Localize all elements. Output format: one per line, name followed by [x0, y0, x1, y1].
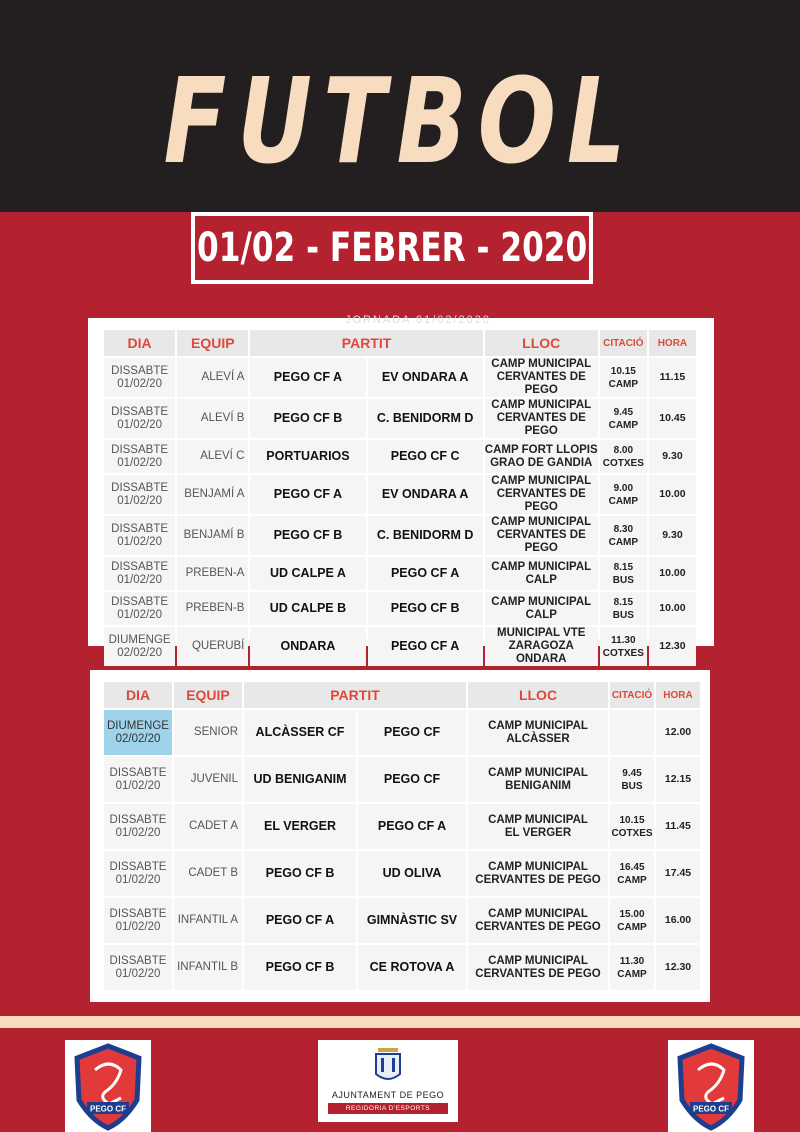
- meeting-cell: [600, 399, 647, 438]
- meeting-cell: [610, 945, 654, 990]
- kickoff-cell: [656, 945, 700, 990]
- town-shield-icon: [318, 1040, 458, 1088]
- venue-cell-line: ALCÀSSER: [506, 732, 570, 745]
- club-crest-icon: [668, 1040, 754, 1132]
- venue-cell: [485, 475, 598, 514]
- table-row: [104, 358, 696, 397]
- away-team-cell: [358, 757, 466, 802]
- home-team-cell-line: PEGO CF B: [273, 528, 343, 542]
- table-row: [104, 399, 696, 438]
- away-team-cell-line: C. BENIDORM D: [376, 528, 474, 542]
- meeting-cell-line: 8.15: [613, 596, 634, 608]
- home-team-cell: [250, 627, 365, 666]
- footer-divider: [0, 1016, 800, 1028]
- day-cell-line: 01/02/20: [117, 418, 162, 431]
- club-logo-text-right: PEGO CF: [692, 1104, 730, 1114]
- day-cell-line: DIUMENGE: [107, 719, 169, 732]
- meeting-cell: [610, 851, 654, 896]
- venue-cell-line: CAMP MUNICIPAL: [488, 954, 588, 967]
- meeting-cell: [600, 475, 647, 514]
- table-row: [104, 804, 700, 849]
- kickoff-cell: [649, 475, 696, 514]
- date-label: 01/02 - FEBRER - 2020: [196, 225, 588, 271]
- table-row: [104, 898, 700, 943]
- home-team-cell: [244, 757, 356, 802]
- kickoff-cell-line: 11.15: [659, 371, 686, 383]
- day-cell-line: 01/02/20: [115, 920, 161, 933]
- table-row: [104, 627, 696, 666]
- meeting-cell-line: CAMP: [617, 921, 647, 933]
- table-row: [104, 757, 700, 802]
- kickoff-cell: [649, 358, 696, 397]
- team-category-cell-line: PREBEN-B: [185, 602, 245, 614]
- day-cell-line: DISSABTE: [109, 954, 167, 967]
- day-cell-line: DISSABTE: [111, 560, 169, 573]
- header-dia: DIA: [104, 330, 175, 356]
- day-cell: [104, 516, 175, 555]
- venue-cell-line: CAMP MUNICIPAL: [491, 560, 592, 573]
- ajuntament-logo: [318, 1040, 458, 1122]
- day-cell-line: DISSABTE: [111, 522, 169, 535]
- home-team-cell-line: PEGO CF B: [273, 411, 343, 425]
- away-team-cell: [368, 592, 483, 625]
- team-category-cell: [174, 945, 242, 990]
- home-team-cell-line: UD CALPE B: [269, 601, 347, 615]
- day-cell-line: DISSABTE: [111, 364, 169, 377]
- venue-cell: [468, 710, 608, 755]
- header-lloc: LLOC: [468, 682, 608, 708]
- venue-cell-line: GRAO DE GANDIA: [490, 456, 593, 469]
- meeting-cell-line: CAMP: [608, 419, 639, 431]
- venue-cell-line: CERVANTES DE PEGO: [496, 488, 586, 513]
- header-partit: PARTIT: [244, 682, 466, 708]
- team-category-cell-line: SENIOR: [193, 726, 238, 738]
- team-category-cell-line: ALEVÍ A: [201, 371, 245, 383]
- day-cell: [104, 710, 172, 755]
- meeting-cell-line: COTXES: [602, 457, 644, 469]
- kickoff-cell-line: 11.45: [665, 820, 691, 832]
- day-cell-line: DISSABTE: [111, 481, 169, 494]
- meeting-cell: [600, 440, 647, 473]
- kickoff-cell: [649, 592, 696, 625]
- team-category-cell: [174, 710, 242, 755]
- kickoff-cell-line: 16.00: [664, 914, 692, 926]
- away-team-cell-line: PEGO CF B: [390, 601, 460, 615]
- header-partit: PARTIT: [250, 330, 482, 356]
- away-team-cell: [368, 627, 483, 666]
- venue-cell-line: MUNICIPAL VTE: [497, 627, 586, 639]
- away-team-cell: [358, 851, 466, 896]
- home-team-cell-line: PORTUARIOS: [266, 449, 350, 463]
- away-team-cell-line: EV ONDARA A: [381, 487, 469, 501]
- day-cell-line: DISSABTE: [109, 907, 167, 920]
- day-cell: [104, 757, 172, 802]
- away-team-cell-line: PEGO CF A: [390, 566, 460, 580]
- meeting-cell-line: 11.30: [611, 634, 636, 646]
- team-category-cell: [177, 475, 248, 514]
- away-team-cell-line: EV ONDARA A: [381, 370, 469, 384]
- away-team-cell: [368, 440, 483, 473]
- venue-cell-line: CAMP MUNICIPAL: [488, 766, 588, 779]
- header-hora: HORA: [649, 330, 696, 356]
- day-cell-line: 01/02/20: [117, 456, 162, 469]
- meeting-cell-line: 8.00: [613, 444, 634, 456]
- team-category-cell: [177, 592, 248, 625]
- team-category-cell-line: ALEVÍ C: [200, 450, 245, 462]
- kickoff-cell-line: 12.15: [664, 773, 692, 785]
- team-category-cell: [177, 516, 248, 555]
- table-row: [104, 516, 696, 555]
- away-team-cell: [368, 475, 483, 514]
- table-row: [104, 945, 700, 990]
- away-team-cell-line: GIMNÀSTIC SV: [366, 913, 458, 927]
- day-cell-line: DISSABTE: [111, 405, 169, 418]
- day-cell-line: DISSABTE: [111, 595, 169, 608]
- header-dia: DIA: [104, 682, 172, 708]
- away-team-cell: [358, 804, 466, 849]
- kickoff-cell-line: 9.30: [662, 529, 683, 541]
- venue-cell-line: CERVANTES DE PEGO: [475, 873, 601, 886]
- team-category-cell-line: INFANTIL A: [177, 914, 238, 926]
- home-team-cell: [250, 399, 365, 438]
- away-team-cell: [358, 945, 466, 990]
- team-category-cell: [177, 358, 248, 397]
- schedule-table-2: [102, 680, 702, 992]
- away-team-cell: [358, 710, 466, 755]
- day-cell: [104, 358, 175, 397]
- schedule-panel-2: [90, 670, 710, 1002]
- venue-cell-line: CAMP MUNICIPAL: [488, 719, 588, 732]
- day-cell: [104, 557, 175, 590]
- kickoff-cell-line: 10.00: [659, 567, 686, 579]
- meeting-cell-line: CAMP: [608, 536, 639, 548]
- date-box: [191, 212, 593, 284]
- venue-cell: [468, 851, 608, 896]
- table-row: [104, 592, 696, 625]
- ajuntament-subtitle: REGIDORIA D'ESPORTS: [328, 1103, 448, 1114]
- table-row: [104, 851, 700, 896]
- day-cell-line: 01/02/20: [115, 967, 161, 980]
- venue-cell: [485, 592, 598, 625]
- home-team-cell: [250, 475, 365, 514]
- meeting-cell: [600, 516, 647, 555]
- team-category-cell-line: CADET B: [188, 867, 238, 879]
- kickoff-cell-line: 17.45: [664, 867, 692, 879]
- home-team-cell-line: UD CALPE A: [269, 566, 346, 580]
- day-cell: [104, 945, 172, 990]
- venue-cell-line: CAMP MUNICIPAL: [491, 595, 592, 608]
- kickoff-cell: [656, 851, 700, 896]
- team-category-cell-line: INFANTIL B: [177, 961, 238, 973]
- home-team-cell-line: PEGO CF B: [265, 960, 335, 974]
- schedule-table-1: [102, 328, 698, 668]
- venue-cell: [485, 516, 598, 555]
- home-team-cell-line: PEGO CF B: [265, 866, 335, 880]
- venue-cell: [468, 945, 608, 990]
- home-team-cell-line: ONDARA: [280, 639, 336, 653]
- day-cell-line: 01/02/20: [117, 573, 162, 586]
- home-team-cell: [250, 440, 365, 473]
- venue-cell-line: CAMP MUNICIPAL: [488, 813, 588, 826]
- day-cell: [104, 804, 172, 849]
- header-citacio: CITACIÓ: [600, 330, 647, 356]
- day-cell-line: DIUMENGE: [108, 633, 171, 646]
- meeting-cell-line: 8.15: [613, 561, 634, 573]
- day-cell: [104, 851, 172, 896]
- day-cell: [104, 592, 175, 625]
- venue-cell-line: CAMP MUNICIPAL: [491, 475, 592, 487]
- away-team-cell: [368, 358, 483, 397]
- meeting-cell-line: CAMP: [617, 968, 647, 980]
- away-team-cell-line: PEGO CF C: [390, 449, 460, 463]
- day-cell-line: 02/02/20: [115, 732, 161, 745]
- away-team-cell-line: PEGO CF: [383, 772, 441, 786]
- meeting-cell-line: 9.45: [622, 767, 642, 779]
- day-cell-line: DISSABTE: [109, 813, 167, 826]
- page-title: FUTBOL: [163, 52, 637, 190]
- day-cell-line: 02/02/20: [117, 646, 162, 659]
- day-cell-line: DISSABTE: [109, 766, 167, 779]
- team-category-cell-line: JUVENIL: [190, 773, 238, 785]
- kickoff-cell: [656, 804, 700, 849]
- team-category-cell-line: BENJAMÍ A: [184, 488, 245, 500]
- meeting-cell: [600, 592, 647, 625]
- home-team-cell: [250, 516, 365, 555]
- meeting-cell-line: BUS: [612, 609, 634, 621]
- day-cell-line: 01/02/20: [115, 826, 161, 839]
- team-category-cell: [177, 399, 248, 438]
- kickoff-cell: [649, 627, 696, 666]
- meeting-cell: [600, 627, 647, 666]
- team-category-cell-line: BENJAMÍ B: [183, 529, 245, 541]
- day-cell: [104, 440, 175, 473]
- header-hora: HORA: [656, 682, 700, 708]
- day-cell: [104, 475, 175, 514]
- away-team-cell: [368, 516, 483, 555]
- home-team-cell: [244, 851, 356, 896]
- meeting-cell-line: BUS: [621, 780, 643, 792]
- day-cell: [104, 898, 172, 943]
- meeting-cell: [610, 804, 654, 849]
- day-cell: [104, 399, 175, 438]
- venue-cell-line: CAMP MUNICIPAL: [491, 358, 592, 370]
- venue-cell-line: CERVANTES DE PEGO: [475, 920, 601, 933]
- meeting-cell: [610, 898, 654, 943]
- venue-cell-line: CERVANTES DE PEGO: [496, 412, 586, 437]
- club-logo-left: [65, 1040, 151, 1132]
- meeting-cell: [600, 358, 647, 397]
- header-lloc: LLOC: [485, 330, 598, 356]
- venue-cell-line: EL VERGER: [504, 826, 572, 839]
- home-team-cell-line: PEGO CF A: [265, 913, 335, 927]
- meeting-cell-line: CAMP: [608, 495, 639, 507]
- kickoff-cell: [649, 399, 696, 438]
- away-team-cell-line: UD OLIVA: [382, 866, 442, 880]
- venue-cell: [485, 627, 598, 666]
- day-cell-line: 01/02/20: [117, 608, 162, 621]
- venue-cell-line: ZARAGOZA ONDARA: [508, 640, 574, 665]
- table-row: [104, 440, 696, 473]
- kickoff-cell: [656, 757, 700, 802]
- venue-cell: [485, 557, 598, 590]
- meeting-cell-line: 8.30: [613, 523, 634, 535]
- venue-cell-line: CAMP MUNICIPAL: [488, 907, 588, 920]
- kickoff-cell: [649, 516, 696, 555]
- meeting-cell-line: COTXES: [611, 827, 653, 839]
- day-cell: [104, 627, 175, 666]
- home-team-cell-line: EL VERGER: [263, 819, 336, 833]
- meeting-cell-line: 16.45: [619, 861, 645, 873]
- kickoff-cell: [656, 898, 700, 943]
- club-crest-icon: [65, 1040, 151, 1132]
- venue-cell-line: CERVANTES DE PEGO: [475, 967, 601, 980]
- kickoff-cell-line: 10.00: [659, 602, 686, 614]
- meeting-cell-line: CAMP: [608, 378, 639, 390]
- day-cell-line: 01/02/20: [117, 494, 162, 507]
- meeting-cell: [610, 757, 654, 802]
- team-category-cell: [174, 898, 242, 943]
- ajuntament-name: AJUNTAMENT DE PEGO: [331, 1090, 445, 1100]
- team-category-cell-line: PREBEN-A: [185, 567, 245, 579]
- venue-cell-line: BENIGANIM: [505, 779, 571, 792]
- team-category-cell-line: QUERUBÍ: [191, 640, 245, 652]
- team-category-cell: [174, 757, 242, 802]
- table-row: [104, 475, 696, 514]
- home-team-cell-line: PEGO CF A: [273, 487, 343, 501]
- home-team-cell-line: ALCÀSSER CF: [255, 725, 345, 739]
- meeting-cell-line: 9.00: [613, 482, 634, 494]
- venue-cell: [468, 898, 608, 943]
- away-team-cell: [368, 399, 483, 438]
- away-team-cell-line: PEGO CF A: [390, 639, 460, 653]
- kickoff-cell-line: 12.30: [664, 961, 692, 973]
- day-cell-line: DISSABTE: [109, 860, 167, 873]
- club-logo-right: [668, 1040, 754, 1132]
- header-equip: EQUIP: [174, 682, 242, 708]
- home-team-cell: [244, 804, 356, 849]
- venue-cell-line: CAMP FORT LLOPIS: [484, 443, 598, 456]
- team-category-cell: [174, 804, 242, 849]
- team-category-cell: [177, 627, 248, 666]
- team-category-cell: [177, 557, 248, 590]
- away-team-cell-line: PEGO CF: [383, 725, 441, 739]
- meeting-cell-line: 10.15: [619, 814, 645, 826]
- away-team-cell-line: C. BENIDORM D: [376, 411, 474, 425]
- meeting-cell-line: COTXES: [602, 647, 644, 659]
- venue-cell-line: CAMP MUNICIPAL: [488, 860, 588, 873]
- venue-cell-line: CERVANTES DE PEGO: [496, 529, 586, 554]
- away-team-cell-line: PEGO CF A: [377, 819, 447, 833]
- day-cell-line: 01/02/20: [117, 377, 162, 390]
- team-category-cell-line: CADET A: [189, 820, 238, 832]
- meeting-cell-line: 15.00: [619, 908, 645, 920]
- away-team-cell-line: CE ROTOVA A: [369, 960, 455, 974]
- day-cell-line: 01/02/20: [115, 779, 161, 792]
- home-team-cell: [244, 898, 356, 943]
- team-category-cell: [177, 440, 248, 473]
- faded-header: JORNADA 01/02/2020: [344, 314, 492, 326]
- venue-cell: [468, 804, 608, 849]
- meeting-cell: [610, 710, 654, 755]
- kickoff-cell: [649, 440, 696, 473]
- home-team-cell: [244, 945, 356, 990]
- kickoff-cell-line: 12.00: [664, 726, 692, 738]
- home-team-cell-line: PEGO CF A: [273, 370, 343, 384]
- header-equip: EQUIP: [177, 330, 248, 356]
- team-category-cell: [174, 851, 242, 896]
- venue-cell-line: CERVANTES DE PEGO: [496, 371, 586, 396]
- home-team-cell: [250, 358, 365, 397]
- venue-cell: [468, 757, 608, 802]
- away-team-cell: [368, 557, 483, 590]
- kickoff-cell-line: 12.30: [659, 640, 686, 652]
- venue-cell-line: CALP: [525, 608, 557, 621]
- kickoff-cell-line: 10.45: [659, 412, 686, 424]
- club-logo-text-left: PEGO CF: [89, 1104, 127, 1114]
- home-team-cell-line: UD BENIGANIM: [253, 772, 347, 786]
- venue-cell: [485, 440, 598, 473]
- home-team-cell: [250, 557, 365, 590]
- meeting-cell: [600, 557, 647, 590]
- kickoff-cell: [649, 557, 696, 590]
- meeting-cell-line: CAMP: [617, 874, 647, 886]
- meeting-cell-line: 10.15: [610, 365, 636, 377]
- venue-cell: [485, 399, 598, 438]
- kickoff-cell-line: 10.00: [659, 488, 686, 500]
- venue-cell-line: CALP: [525, 573, 557, 586]
- away-team-cell: [358, 898, 466, 943]
- day-cell-line: 01/02/20: [115, 873, 161, 886]
- meeting-cell-line: BUS: [612, 574, 634, 586]
- home-team-cell: [244, 710, 356, 755]
- team-category-cell-line: ALEVÍ B: [200, 412, 245, 424]
- meeting-cell-line: 11.30: [619, 955, 645, 967]
- table-row: [104, 710, 700, 755]
- venue-cell-line: CAMP MUNICIPAL: [491, 516, 592, 528]
- home-team-cell: [250, 592, 365, 625]
- day-cell-line: DISSABTE: [111, 443, 169, 456]
- schedule-panel-1: [88, 314, 714, 665]
- day-cell-line: 01/02/20: [117, 535, 162, 548]
- venue-cell-line: CAMP MUNICIPAL: [491, 399, 592, 411]
- table-row: [104, 557, 696, 590]
- kickoff-cell: [656, 710, 700, 755]
- venue-cell: [485, 358, 598, 397]
- kickoff-cell-line: 9.30: [662, 450, 683, 462]
- header-citacio: CITACIÓ: [610, 682, 654, 708]
- meeting-cell-line: 9.45: [613, 406, 634, 418]
